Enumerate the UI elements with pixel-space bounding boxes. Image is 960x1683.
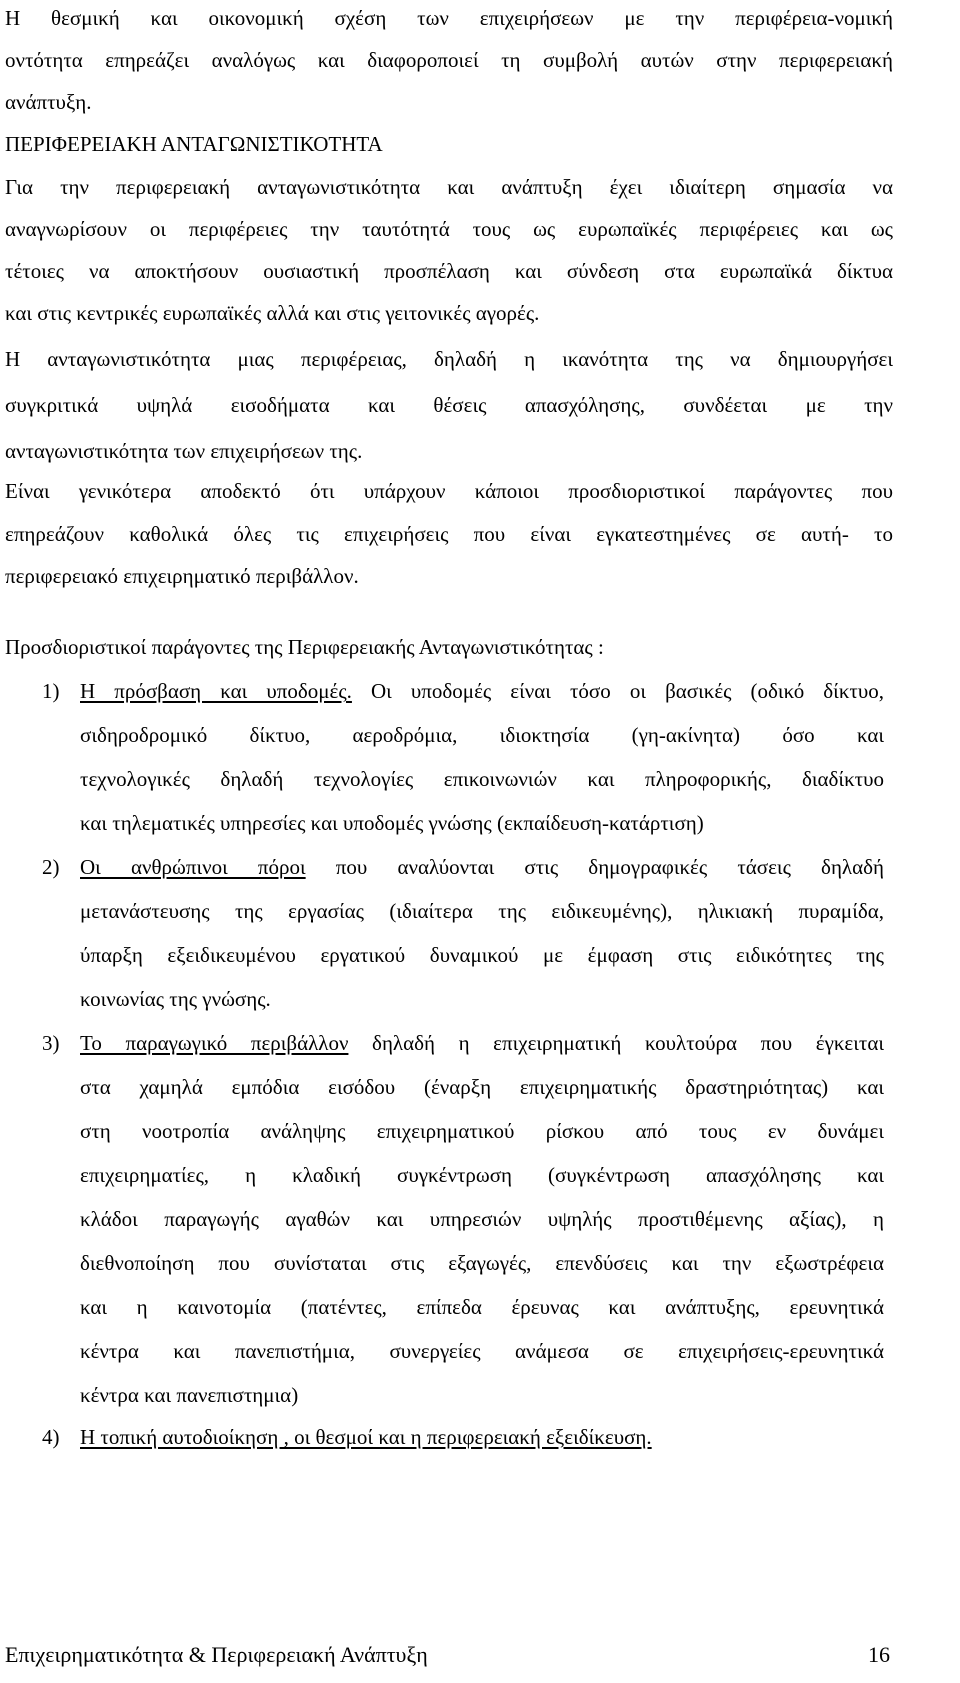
- list-item-title: Το παραγωγικό περιβάλλον: [80, 1031, 349, 1055]
- paragraph-line: ανταγωνιστικότητα των επιχειρήσεων της.: [5, 439, 363, 463]
- list-item-line: κέντρα και πανεπιστήμια, συνεργείες ανάμεσα σε επιχειρήσεις-ερευνητικά: [80, 1339, 884, 1363]
- list-number: 4): [42, 1425, 60, 1449]
- paragraph-line: ανάπτυξη.: [5, 90, 92, 114]
- list-item-line: τεχνολογικές δηλαδή τεχνολογίες επικοινωνιών και πληροφορικής, διαδίκτυο: [80, 767, 884, 791]
- paragraph-line: αναγνωρίσουν οι περιφέρειες την ταυτότητά τους ως ευρωπαϊκές περιφέρειες και ως: [5, 217, 893, 241]
- list-number: 2): [42, 855, 60, 879]
- factors-title: Προσδιοριστικοί παράγοντες της Περιφερειακής Ανταγωνιστικότητας :: [5, 635, 604, 659]
- list-item-line: στη νοοτροπία ανάληψης επιχειρηματικού ρίσκου από τους εν δυνάμει: [80, 1119, 884, 1143]
- list-item-title: Οι ανθρώπινοι πόροι: [80, 855, 306, 879]
- list-item-line: μετανάστευσης της εργασίας (ιδιαίτερα της ειδικευμένης), ηλικιακή πυραμίδα,: [80, 899, 884, 923]
- list-item-line: και η καινοτομία (πατέντες, επίπεδα έρευνας και ανάπτυξης, ερευνητικά: [80, 1295, 884, 1319]
- paragraph-line: συγκριτικά υψηλά εισοδήματα και θέσεις απασχόλησης, συνδέεται με την: [5, 393, 893, 417]
- page-number: 16: [868, 1642, 890, 1667]
- list-item-line: και τηλεματικές υπηρεσίες και υποδομές γνώσης (εκπαίδευση-κατάρτιση): [80, 811, 704, 835]
- list-item-title: Η πρόσβαση και υποδομές.: [80, 679, 352, 703]
- list-item-first-line: [80, 678, 884, 704]
- list-item-line: κλάδοι παραγωγής αγαθών και υπηρεσιών υψηλής προστιθέμενης αξίας), η: [80, 1207, 884, 1231]
- paragraph-line: τέτοιες να αποκτήσουν ουσιαστική προσπέλαση και σύνδεση στα ευρωπαϊκά δίκτυα: [5, 259, 893, 283]
- list-item-first-line: [80, 1030, 884, 1056]
- paragraph-line: οντότητα επηρεάζει αναλόγως και διαφοροποιεί τη συμβολή αυτών στην περιφερειακή: [5, 48, 893, 72]
- list-item-line: στα χαμηλά εμπόδια εισόδου (έναρξη επιχειρηματικής δραστηριότητας) και: [80, 1075, 884, 1099]
- list-item-text: δηλαδή η επιχειρηματική κουλτούρα που έγκειται: [348, 1031, 884, 1055]
- paragraph-line: Είναι γενικότερα αποδεκτό ότι υπάρχουν κάποιοι προσδιοριστικοί παράγοντες που: [5, 479, 893, 503]
- paragraph-line: Η θεσμική και οικονομική σχέση των επιχειρήσεων με την περιφέρεια-νομική: [5, 6, 893, 30]
- list-number: 1): [42, 679, 60, 703]
- section-heading: ΠΕΡΙΦΕΡΕΙΑΚΗ ΑΝΤΑΓΩΝΙΣΤΙΚΟΤΗΤΑ: [5, 132, 383, 156]
- list-number: 3): [42, 1031, 60, 1055]
- list-item-line: κέντρα και πανεπιστημια): [80, 1383, 299, 1407]
- paragraph-line: Για την περιφερειακή ανταγωνιστικότητα και ανάπτυξη έχει ιδιαίτερη σημασία να: [5, 175, 893, 199]
- list-item-line: διεθνοποίηση που συνίσταται στις εξαγωγές, επενδύσεις και την εξωστρέφεια: [80, 1251, 884, 1275]
- list-item-line: επιχειρηματίες, η κλαδική συγκέντρωση (συγκέντρωση απασχόλησης και: [80, 1163, 884, 1187]
- paragraph-line: περιφερειακό επιχειρηματικό περιβάλλον.: [5, 564, 359, 588]
- paragraph-line: επηρεάζουν καθολικά όλες τις επιχειρήσεις που είναι εγκατεστημένες σε αυτή- το: [5, 522, 893, 546]
- list-item-line: ύπαρξη εξειδικευμένου εργατικού δυναμικού με έμφαση στις ειδικότητες της: [80, 943, 884, 967]
- list-item-title: Η τοπική αυτοδιοίκηση , οι θεσμοί και η περιφερειακή εξειδίκευση.: [80, 1425, 652, 1449]
- paragraph-line: Η ανταγωνιστικότητα μιας περιφέρειας, δηλαδή η ικανότητα της να δημιουργήσει: [5, 347, 893, 371]
- paragraph-line: και στις κεντρικές ευρωπαϊκές αλλά και στις γειτονικές αγορές.: [5, 301, 540, 325]
- list-item-first-line: [80, 1424, 652, 1450]
- list-item-text: που αναλύονται στις δημογραφικές τάσεις δηλαδή: [305, 855, 884, 879]
- list-item-first-line: [80, 854, 884, 880]
- list-item-line: κοινωνίας της γνώσης.: [80, 987, 271, 1011]
- list-item-line: σιδηροδρομικό δίκτυο, αεροδρόμια, ιδιοκτησία (γη-ακίνητα) όσο και: [80, 723, 884, 747]
- footer-title: Επιχειρηματικότητα & Περιφερειακή Ανάπτυξη: [5, 1642, 428, 1667]
- list-item-text: Οι υποδομές είναι τόσο οι βασικές (οδικό δίκτυο,: [351, 679, 885, 703]
